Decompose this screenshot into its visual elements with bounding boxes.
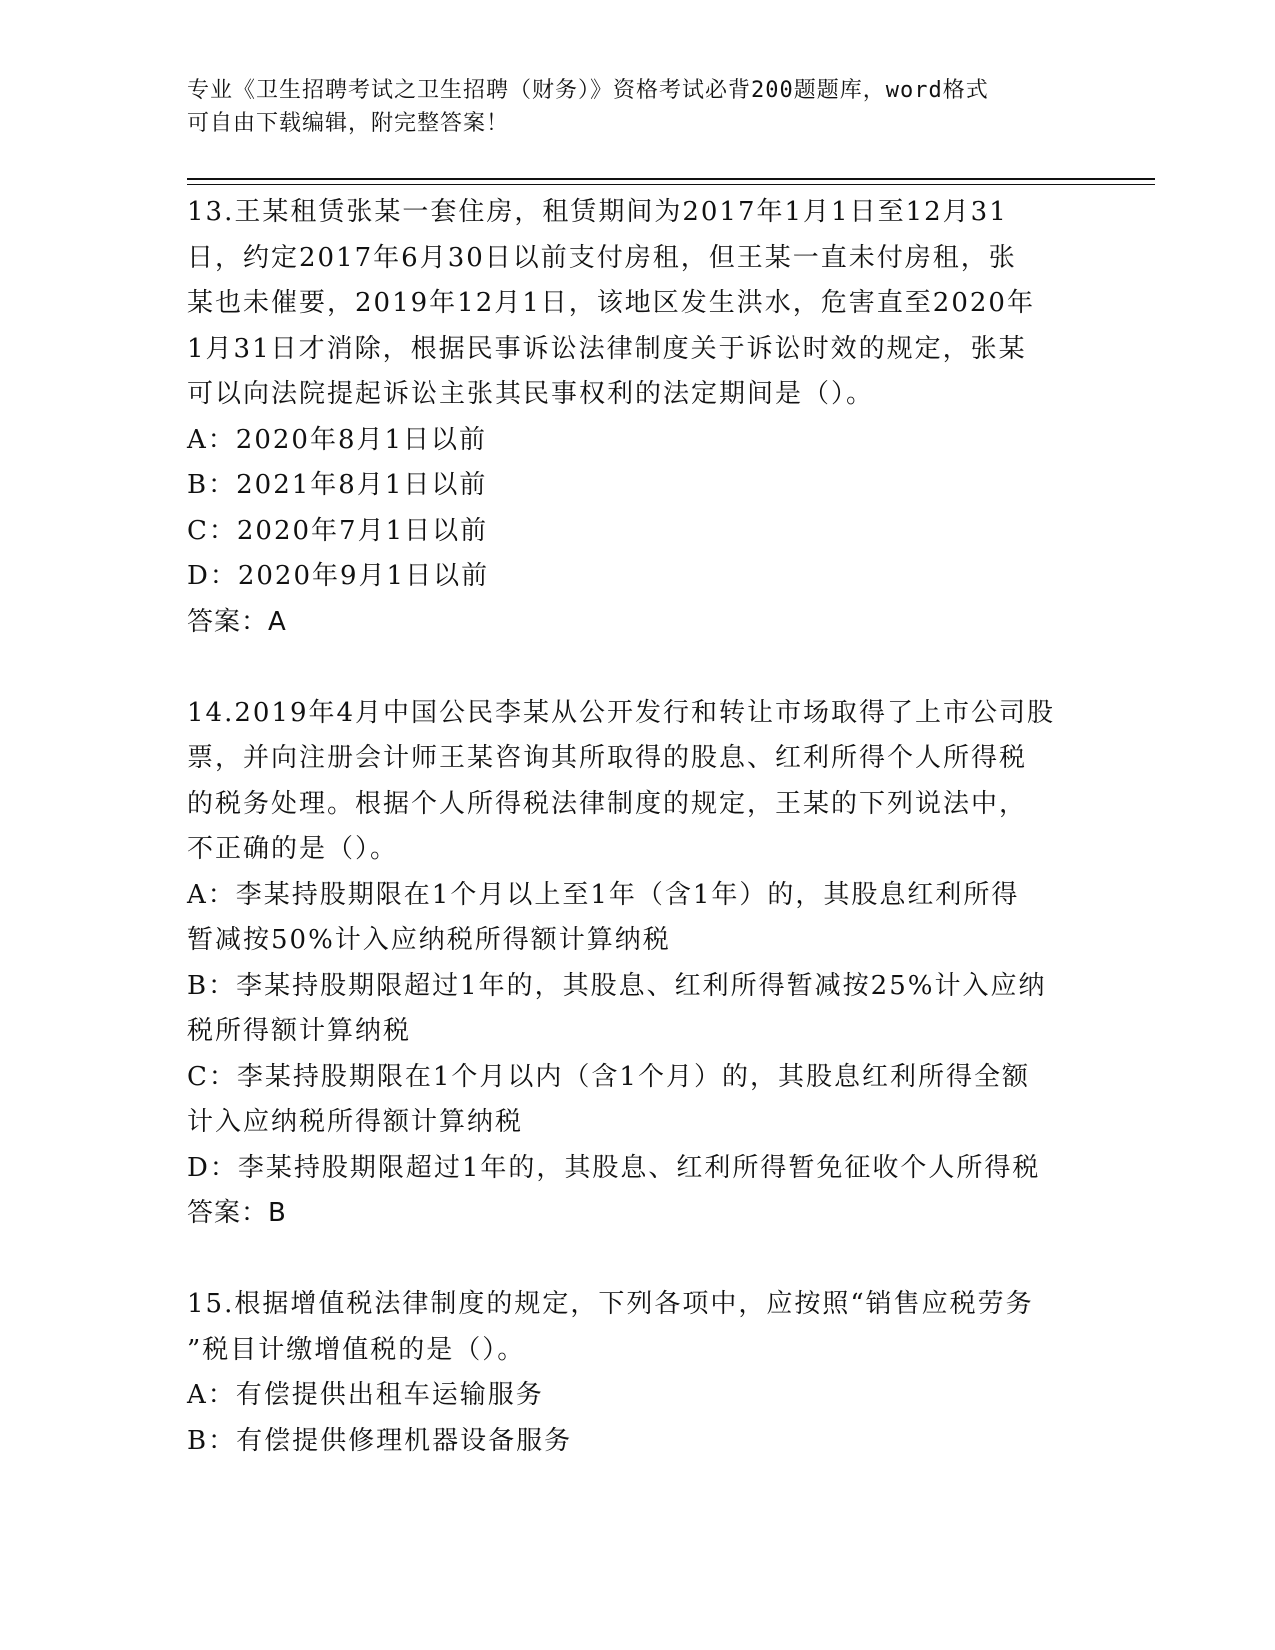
question-13-answer: 答案：A <box>187 606 287 637</box>
question-14-stem-line: 票，并向注册会计师王某咨询其所取得的股息、红利所得个人所得税 <box>187 743 1028 773</box>
question-13-option-b: B：2021年8月1日以前 <box>187 470 488 500</box>
question-list <box>187 190 1087 1464</box>
question-15-stem-line: 15.根据增值税法律制度的规定，下列各项中，应按照“销售应税劳务 <box>187 1289 1034 1319</box>
question-15 <box>187 1282 1087 1464</box>
question-14-stem-line: 的税务处理。根据个人所得税法律制度的规定，王某的下列说法中， <box>187 788 1028 819</box>
header-divider-thin <box>187 184 1155 185</box>
document-header <box>187 74 1087 140</box>
question-13-stem-line: 某也未催要，2019年12月1日，该地区发生洪水，危害直至2020年 <box>187 288 1035 318</box>
question-13-option-c: C：2020年7月1日以前 <box>187 515 489 546</box>
question-14-option-b-cont: 税所得额计算纳税 <box>187 1016 412 1046</box>
question-13-option-d: D：2020年9月1日以前 <box>187 561 490 591</box>
question-14-option-a: A：李某持股期限在1个月以上至1年（含1年）的，其股息红利所得 <box>187 879 1020 910</box>
question-spacer <box>187 1237 1087 1283</box>
header-divider-thick <box>187 178 1155 180</box>
question-14 <box>187 691 1087 1237</box>
question-13 <box>187 190 1087 645</box>
question-13-stem-line: 可以向法院提起诉讼主张其民事权利的法定期间是（）。 <box>187 379 875 409</box>
question-14-stem-line: 不正确的是（）。 <box>187 834 399 864</box>
question-15-option-b: B：有偿提供修理机器设备服务 <box>187 1425 573 1456</box>
question-14-option-c-cont: 计入应纳税所得额计算纳税 <box>187 1107 524 1137</box>
question-15-stem-line: ”税目计缴增值税的是（）。 <box>187 1334 526 1365</box>
question-14-option-b: B：李某持股期限超过1年的，其股息、红利所得暂减按25%计入应纳 <box>187 970 1047 1001</box>
question-14-option-a-cont: 暂减按50%计入应纳税所得额计算纳税 <box>187 925 671 955</box>
question-14-answer: 答案：B <box>187 1198 287 1228</box>
question-15-option-a: A：有偿提供出租车运输服务 <box>187 1380 544 1410</box>
question-13-option-a: A：2020年8月1日以前 <box>187 424 488 455</box>
question-14-option-d: D：李某持股期限超过1年的，其股息、红利所得暂免征收个人所得税 <box>187 1152 1041 1183</box>
question-13-stem-line: 13.王某租赁张某一套住房，租赁期间为2017年1月1日至12月31 <box>187 197 1008 227</box>
question-14-stem-line: 14.2019年4月中国公民李某从公开发行和转让市场取得了上市公司股 <box>187 697 1056 728</box>
question-spacer <box>187 645 1087 691</box>
header-line-2: 可自由下载编辑，附完整答案！ <box>187 111 510 136</box>
question-14-option-c: C：李某持股期限在1个月以内（含1个月）的，其股息红利所得全额 <box>187 1061 1030 1092</box>
header-line-1: 专业《卫生招聘考试之卫生招聘（财务）》资格考试必背200题题库，word格式 <box>187 78 989 103</box>
question-13-stem-line: 1月31日才消除，根据民事诉讼法律制度关于诉讼时效的规定，张某 <box>187 333 1027 364</box>
question-13-stem-line: 日，约定2017年6月30日以前支付房租，但王某一直未付房租，张 <box>187 242 1017 273</box>
